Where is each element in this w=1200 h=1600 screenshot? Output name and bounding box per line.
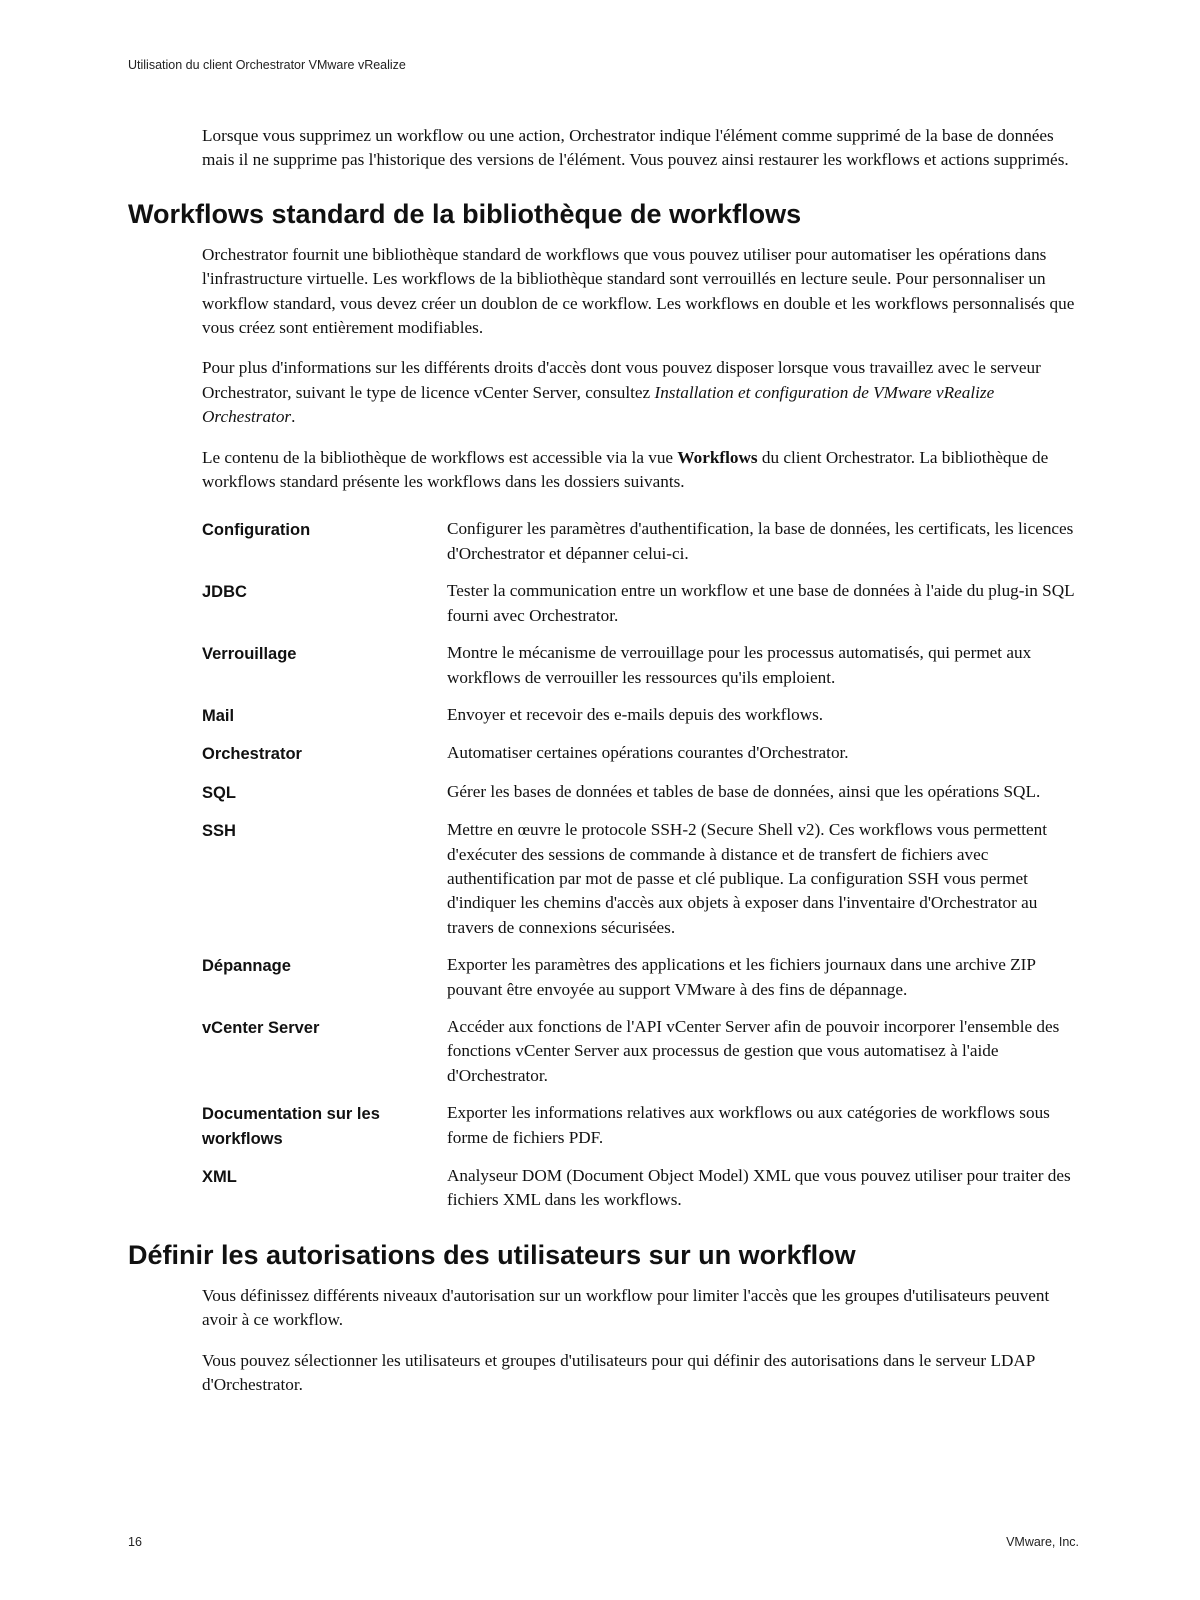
folder-description: Mettre en œuvre le protocole SSH-2 (Secure Shell v2). Ces workflows vous permettent d'exécuter des sessions de commande à distance et de transfert de fichiers avec authentification par mot de passe et clé publique. La configuration SSH vous permet d'indiquer les chemins d'accès aux objets à exposer dans l'inventaire d'Orchestrator au travers de connexions sécurisées. [447,820,1047,937]
folder-name: SQL [202,783,236,802]
standard-library-paragraph: Orchestrator fournit une bibliothèque standard de workflows que vous pouvez utiliser pour automatiser les opérations dans l'infrastructure virtuelle. Les workflows de la bibliothèque standard sont verrouillés en lecture seule. Pour personnaliser un workflow standard, vous devez créer un doublon de ce workflow. Les workflows en double et les workflows personnalisés que vous créez sont entièrement modifiables. [202,244,1075,338]
folder-name: SSH [202,822,236,841]
folder-description: Exporter les informations relatives aux workflows ou aux catégories de workflows sous forme de fichiers PDF. [447,1103,1050,1147]
folder-name: Configuration [202,521,311,540]
folder-list [202,517,1083,1212]
folder-name: vCenter Server [202,1018,320,1037]
folder-row [202,780,1083,805]
folder-description: Analyseur DOM (Document Object Model) XML que vous pouvez utiliser pour traiter des fichiers XML dans les workflows. [447,1166,1071,1210]
section-heading-user-permissions: Définir les autorisations des utilisateurs sur un workflow [128,1239,856,1270]
folder-name: XML [202,1168,237,1186]
folder-description: Accéder aux fonctions de l'API vCenter Server afin de pouvoir incorporer l'ensemble des fonctions vCenter Server aux processus de gestion que vous automatisez à l'aide d'Orchestrator. [447,1016,1060,1085]
permissions-paragraph: Vous définissez différents niveaux d'autorisation sur un workflow pour limiter l'accès que les groupes d'utilisateurs peuvent avoir à ce workflow. [202,1285,1050,1330]
folder-name: Mail [202,706,235,725]
folder-row [202,579,1083,628]
folder-name: Dépannage [202,957,291,976]
folder-row [202,1164,1083,1213]
access-rights-paragraph [202,356,1083,429]
folder-name: Orchestrator [202,745,302,764]
access-rights-end: . [291,407,296,427]
folder-row [202,703,1083,728]
running-header: Utilisation du client Orchestrator VMware vRealize [128,58,406,72]
page-number: 16 [128,1535,142,1549]
folder-description: Exporter les paramètres des applications et les fichiers journaux dans une archive ZIP pouvant être envoyée au support VMware à des fins de dépannage. [447,955,1036,999]
library-content-text: Le contenu de la bibliothèque de workflows est accessible via la vue [202,447,678,467]
folder-description: Gérer les bases de données et tables de base de données, ainsi que les opérations SQL. [447,781,1041,801]
folder-description: Automatiser certaines opérations courantes d'Orchestrator. [447,743,849,763]
library-content-end: du client Orchestrator. La bibliothèque de workflows standard présente les workflows dans les dossiers suivants. [202,447,1049,492]
workflows-view-label: Workflows [677,447,758,467]
folder-row [202,953,1083,1002]
folder-row [202,641,1083,690]
folder-row [202,1015,1083,1088]
folder-row [202,1101,1083,1151]
access-rights-text: Pour plus d'informations sur les différents droits d'accès dont vous pouvez disposer lorsque vous travaillez avec le serveur Orchestrator, suivant le type de licence vCenter Server, consultez [202,358,1041,402]
folder-row [202,741,1083,766]
folder-description: Envoyer et recevoir des e-mails depuis des workflows. [447,704,824,724]
folder-name: Verrouillage [202,645,297,664]
folder-row [202,517,1083,566]
folder-name: JDBC [202,583,247,602]
company-name: VMware, Inc. [1006,1535,1079,1549]
page-content [128,124,1083,1413]
install-guide-reference: Installation et configuration de VMware vRealize Orchestrator [202,382,995,427]
folder-row [202,818,1083,940]
ldap-paragraph: Vous pouvez sélectionner les utilisateurs et groupes d'utilisateurs pour qui définir des autorisations dans le serveur LDAP d'Orchestrator. [202,1350,1035,1395]
folder-name: Documentation sur les workflows [202,1105,380,1148]
folder-description: Tester la communication entre un workflow et une base de données à l'aide du plug-in SQL fourni avec Orchestrator. [447,581,1074,625]
folder-description: Montre le mécanisme de verrouillage pour les processus automatisés, qui permet aux workflows de verrouiller les ressources qu'ils emploient. [447,643,1032,687]
folder-description: Configurer les paramètres d'authentification, la base de données, les certificats, les licences d'Orchestrator et dépanner celui-ci. [447,519,1074,563]
library-content-paragraph [202,446,1083,495]
section-heading-standard-workflows: Workflows standard de la bibliothèque de workflows [128,198,802,229]
intro-paragraph: Lorsque vous supprimez un workflow ou une action, Orchestrator indique l'élément comme supprimé de la base de données mais il ne supprime pas l'historique des versions de l'élément. Vous pouvez ainsi restaurer les workflows et actions supprimés. [202,126,1069,170]
